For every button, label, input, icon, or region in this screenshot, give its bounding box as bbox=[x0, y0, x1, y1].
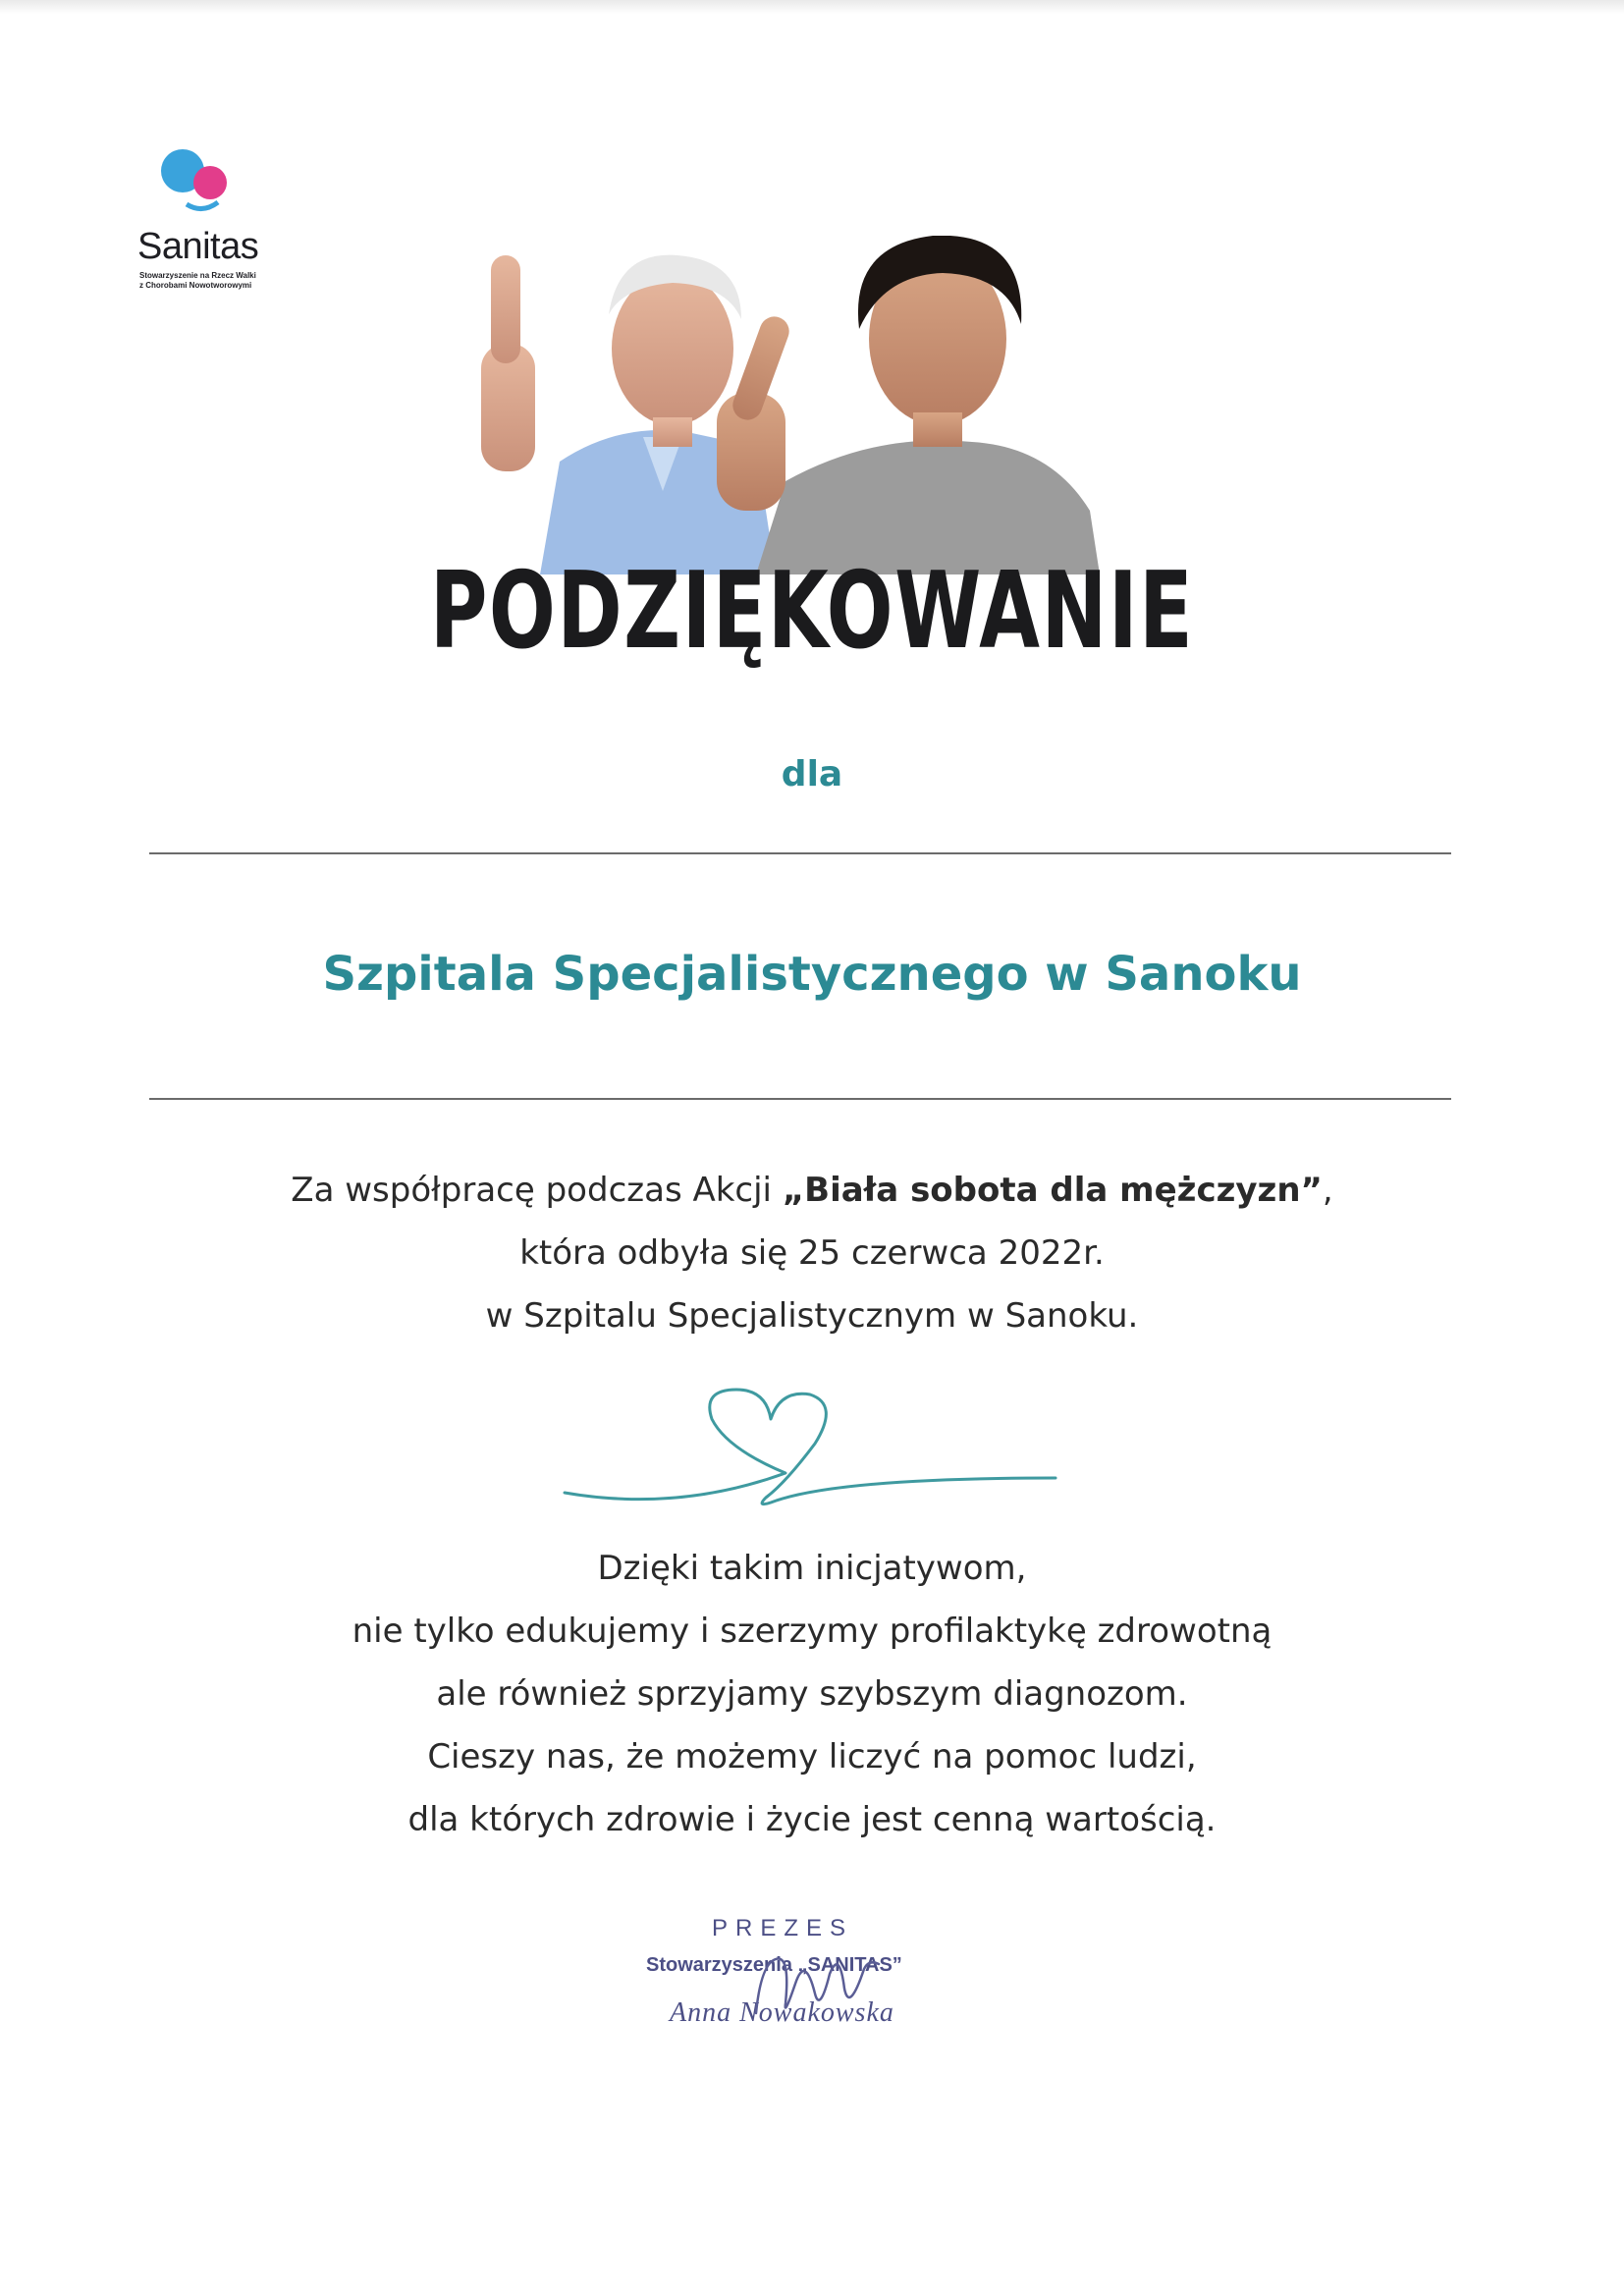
closing-paragraph bbox=[0, 1537, 1624, 1851]
thanks-line-2: która odbyła się 25 czerwca 2022r. bbox=[519, 1233, 1105, 1273]
logo-subtitle bbox=[139, 271, 256, 291]
heart-flourish-icon bbox=[560, 1385, 1060, 1512]
logo-name: Sanitas bbox=[137, 226, 259, 267]
closing-line-1: Dzięki takim inicjatywom, bbox=[597, 1549, 1027, 1588]
for-label: dla bbox=[781, 754, 843, 794]
thanks-line-1 bbox=[0, 1159, 1624, 1222]
logo-subtitle-line1: Stowarzyszenie na Rzecz Walki bbox=[139, 271, 256, 280]
handwritten-signature-icon bbox=[746, 1944, 884, 2023]
signature-stamp bbox=[628, 1915, 962, 2052]
thanks-line-3: w Szpitalu Specjalistycznym w Sanoku. bbox=[485, 1296, 1139, 1336]
closing-line-3: ale również sprzyjamy szybszym diagnozom. bbox=[436, 1674, 1188, 1714]
closing-line-2: nie tylko edukujemy i szerzymy profilaktykę zdrowotną bbox=[352, 1612, 1272, 1651]
stamp-title: PREZES bbox=[712, 1915, 854, 1941]
thumbs-up-photo bbox=[461, 236, 1168, 574]
thanks-paragraph bbox=[0, 1159, 1624, 1347]
divider-bottom bbox=[149, 1098, 1451, 1100]
closing-line-4: Cieszy nas, że możemy liczyć na pomoc ludzi, bbox=[427, 1737, 1197, 1777]
scan-edge bbox=[0, 0, 1624, 14]
logo-mark-icon bbox=[147, 147, 245, 216]
recipient-name: Szpitala Specjalistycznego w Sanoku bbox=[322, 947, 1302, 1002]
page-title: PODZIĘKOWANIE bbox=[429, 550, 1195, 673]
stamp-organization: Stowarzyszenia „SANITAS” bbox=[646, 1954, 902, 1976]
divider-top bbox=[149, 852, 1451, 854]
closing-line-5: dla których zdrowie i życie jest cenną wartością. bbox=[407, 1800, 1217, 1839]
campaign-name: „Biała sobota dla mężczyzn” bbox=[782, 1171, 1323, 1210]
thanks-line-1-prefix: Za współpracę podczas Akcji bbox=[291, 1171, 783, 1210]
stamp-name: Anna Nowakowska bbox=[670, 1997, 894, 2028]
thanks-line-1-suffix: , bbox=[1322, 1171, 1333, 1210]
logo-subtitle-line2: z Chorobami Nowotworowymi bbox=[139, 281, 252, 290]
